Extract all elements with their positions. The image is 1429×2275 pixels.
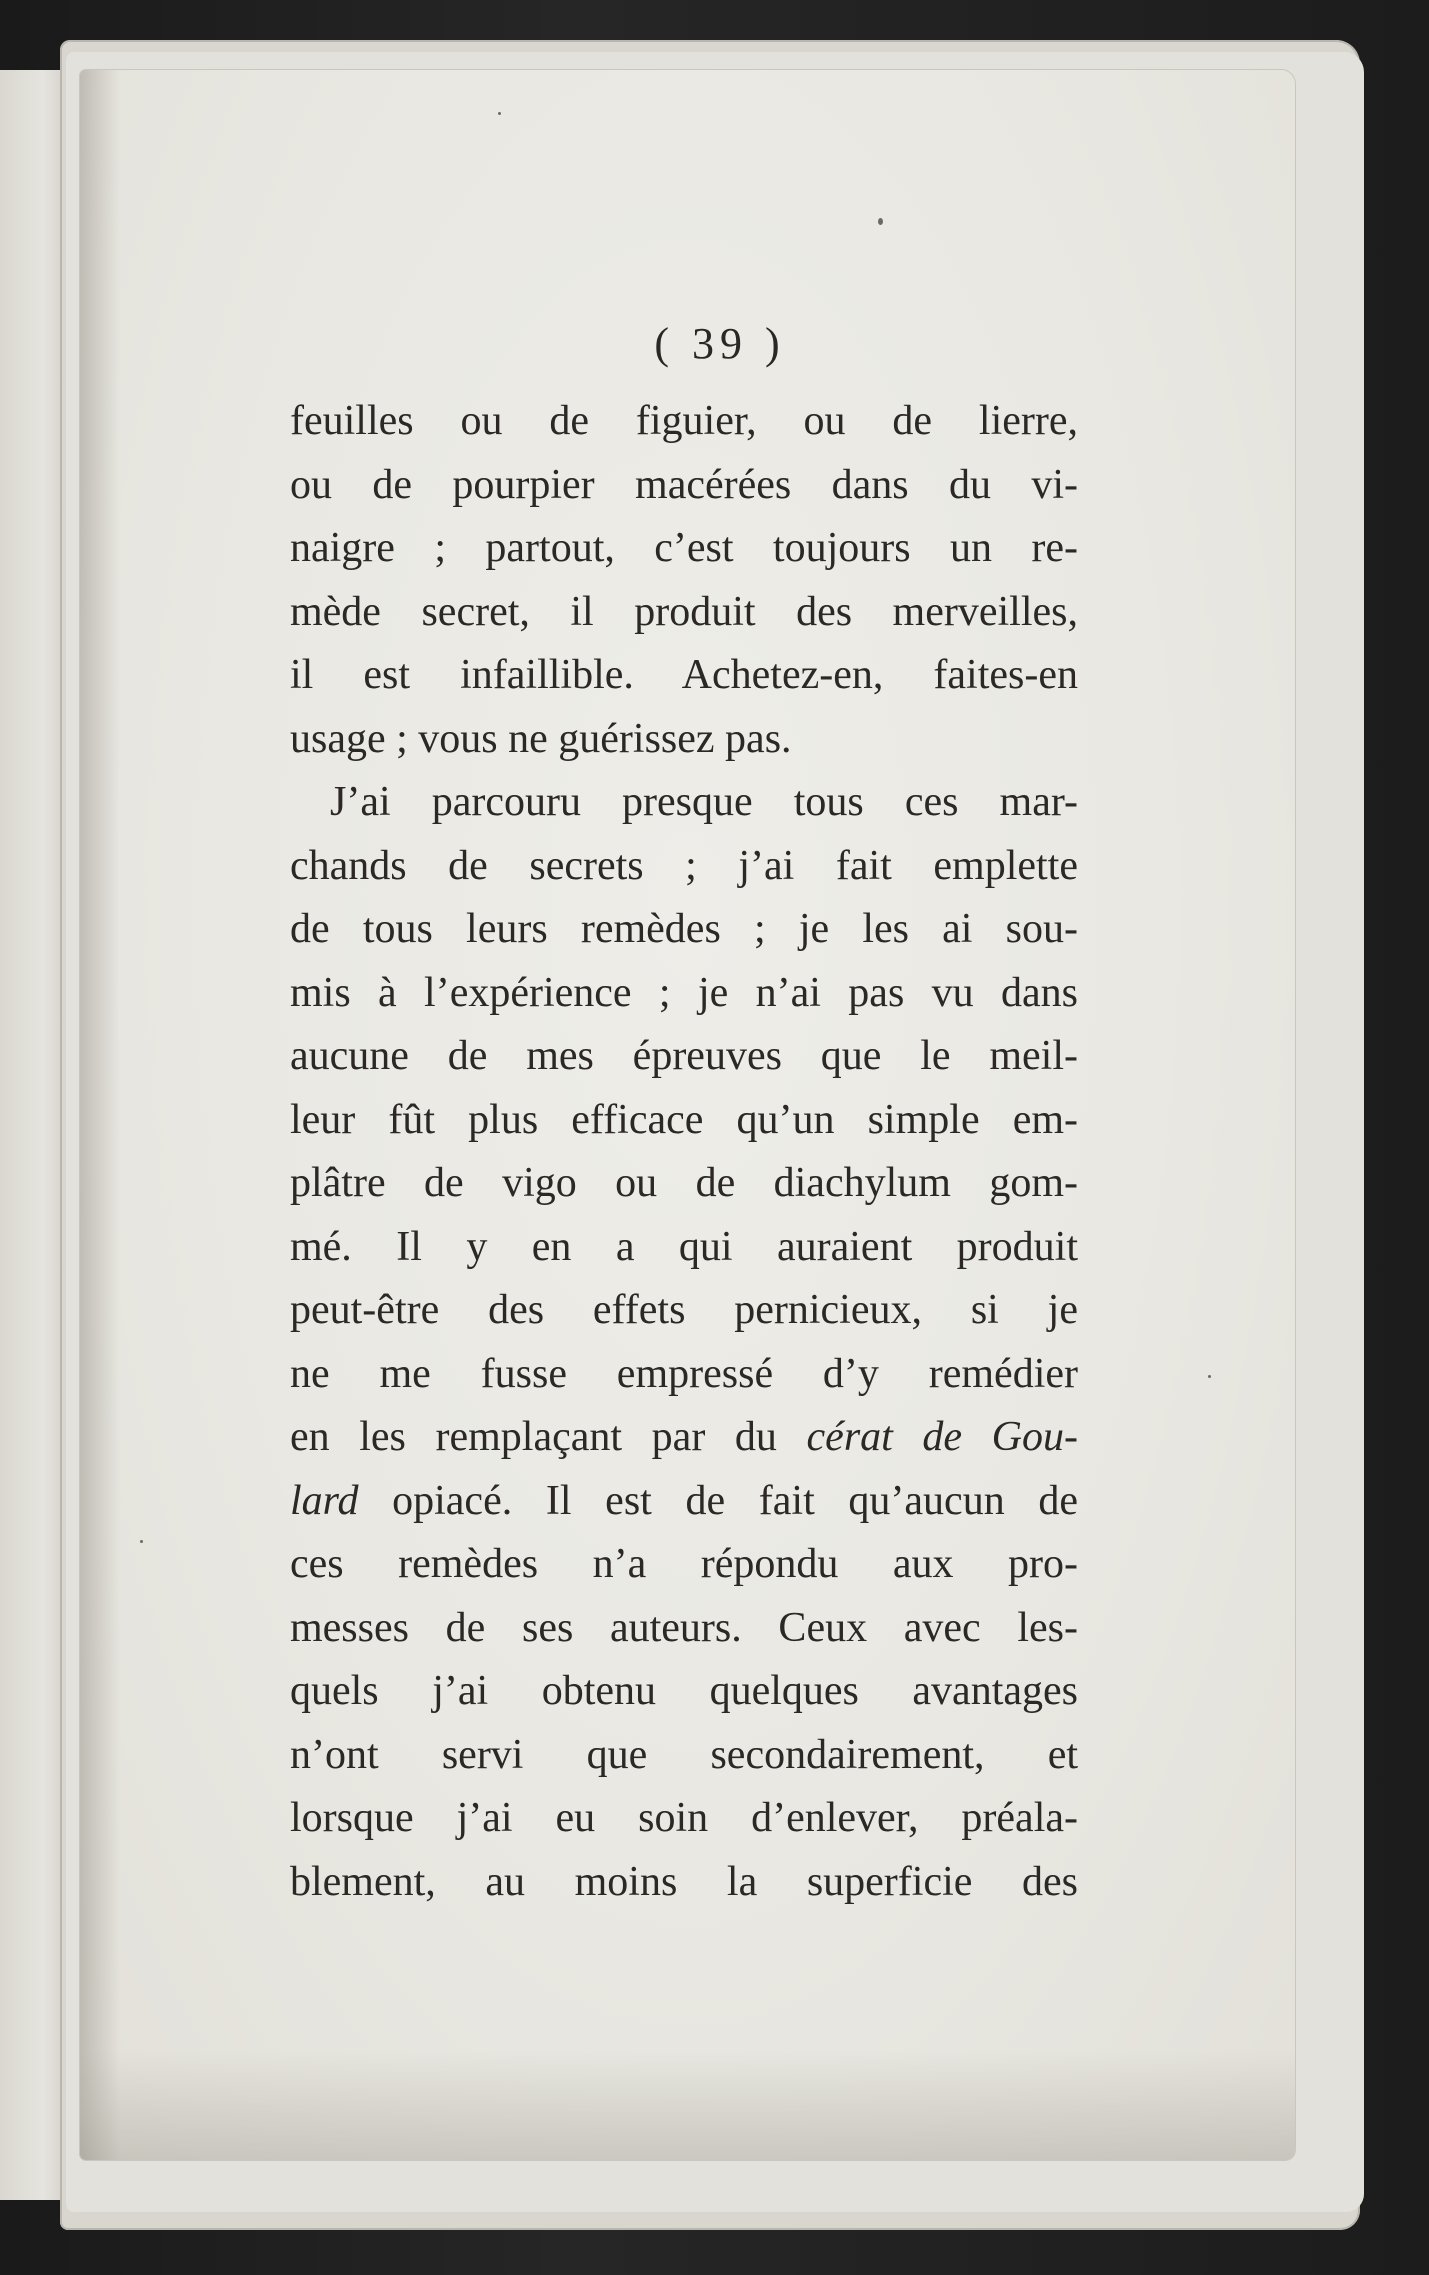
book-page	[80, 70, 1295, 2160]
text-line: quels j’ai obtenu quelques avantages	[290, 1668, 1078, 1714]
text-line: naigre ; partout, c’est toujours un re-	[290, 525, 1078, 571]
text-line: ou de pourpier macérées dans du vi-	[290, 461, 1078, 508]
text-line: plâtre de vigo ou de diachylum gom-	[290, 1160, 1078, 1206]
paper-speck	[1208, 1375, 1211, 1378]
text-line: il est infaillible. Achetez-en, faites-en	[290, 652, 1078, 698]
text-line: peut-être des effets pernicieux, si je	[290, 1287, 1078, 1333]
text-line: leur fût plus efficace qu’un simple em-	[290, 1096, 1078, 1143]
paper-speck	[878, 218, 883, 225]
text-run: en les remplaçant par du	[290, 1414, 807, 1460]
text-line: aucune de mes épreuves que le meil-	[290, 1033, 1078, 1079]
paper-speck	[498, 112, 501, 115]
page-number: ( 39 )	[654, 319, 786, 368]
text-line: mis à l’expérience ; je n’ai pas vu dans	[290, 969, 1078, 1016]
text-line: de tous leurs remèdes ; je les ai sou-	[290, 906, 1078, 952]
text-line: lorsque j’ai eu soin d’enlever, préala-	[290, 1795, 1078, 1841]
text-line: blement, au moins la superficie des	[290, 1858, 1078, 1905]
text-line-with-italic	[290, 1406, 1078, 1470]
text-line: mède secret, il produit des merveilles,	[290, 588, 1078, 635]
text-line: messes de ses auteurs. Ceux avec les-	[290, 1604, 1078, 1651]
body-text	[290, 390, 1078, 1914]
text-line: ne me fusse empressé d’y remédier	[290, 1350, 1078, 1397]
italic-text-run: cérat de Gou-	[806, 1414, 1079, 1460]
text-line: chands de secrets ; j’ai fait emplette	[290, 842, 1078, 889]
text-run: opiacé. Il est de fait qu’aucun de	[358, 1477, 1078, 1524]
text-line: feuilles ou de figuier, ou de lierre,	[290, 398, 1078, 444]
paragraph-start-line: J’ai parcouru presque tous ces mar-	[330, 779, 1078, 825]
italic-text-run: lard	[290, 1477, 359, 1524]
gutter-shadow	[80, 70, 120, 2160]
paper-speck	[140, 1540, 143, 1543]
text-line: ces remèdes n’a répondu aux pro-	[290, 1541, 1078, 1587]
text-line-with-italic	[290, 1470, 1078, 1534]
paragraph-end-line: usage ; vous ne guérissez pas.	[290, 715, 792, 762]
text-line: mé. Il y en a qui auraient produit	[290, 1223, 1078, 1270]
page-bottom-edge	[80, 2050, 1295, 2160]
text-line: n’ont servi que secondairement, et	[290, 1731, 1078, 1778]
